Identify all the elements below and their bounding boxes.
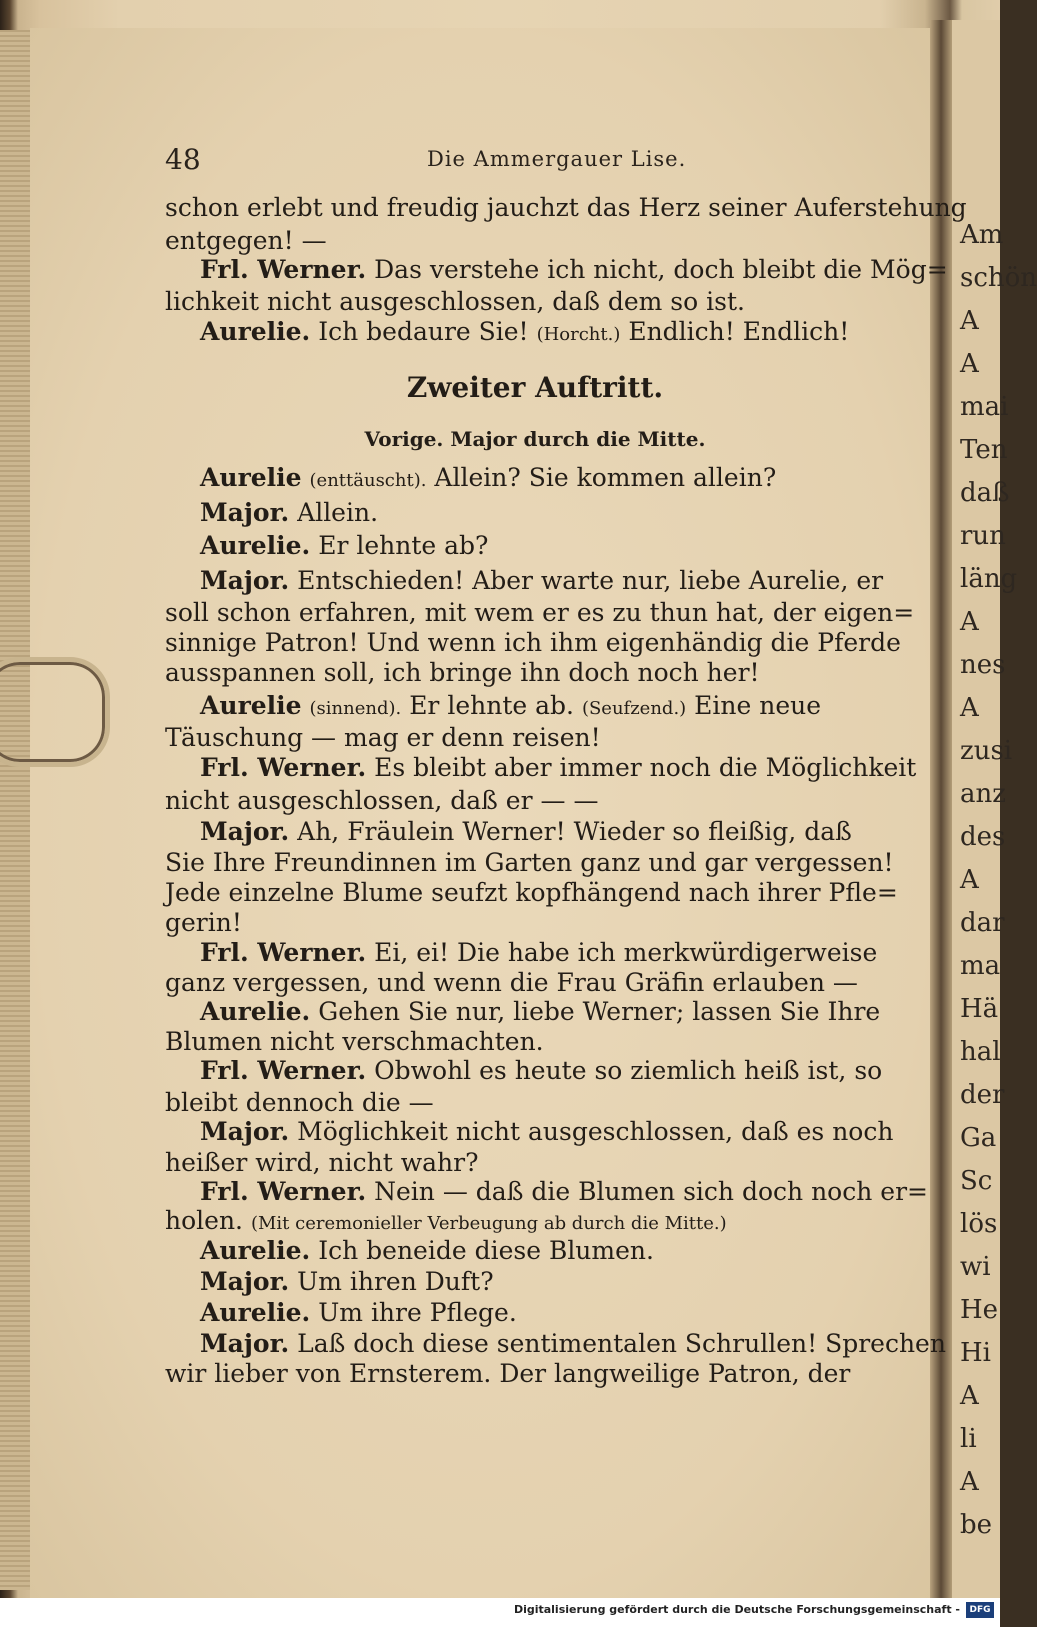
dialogue-text: heißer wird, nicht wahr? [165,1148,479,1177]
next-page-fragment: Am [960,220,1004,250]
next-page-fragment: A [960,349,979,379]
next-page-fragment: mai [960,392,1009,422]
text-line [165,462,940,497]
text-line [165,1116,940,1148]
text-line [165,996,940,1028]
stage-direction: (Horcht.) [536,324,621,345]
funding-credit: Digitalisierung gefördert durch die Deutsche Forschungsgemeinschaft - [513,1603,960,1616]
text-line [165,627,905,659]
text-line [165,1266,940,1298]
text-line [165,372,905,405]
dialogue-text: holen. [165,1206,243,1235]
page-header [165,143,905,183]
text-line [165,192,967,224]
running-head: Die Ammergauer Lise. [427,147,687,171]
next-page-fragment: Hä [960,994,999,1024]
next-page-fragment: li [960,1424,977,1454]
text-line [165,597,915,629]
dialogue-text: schon erlebt und freudig jauchzt das Herz seiner Auferstehung [165,193,967,222]
text-line [165,1358,905,1390]
stage-direction: (enttäuscht). [309,470,427,491]
next-page-fragment: He [960,1295,999,1325]
next-page-fragment: A [960,693,979,723]
speaker-name: Aurelie. [200,1298,311,1327]
dialogue-text: nicht ausgeschlossen, daß er — — [165,786,599,815]
dialogue-text: lichkeit nicht ausgeschlossen, daß dem so ist. [165,287,745,316]
dialogue-text: Blumen nicht verschmachten. [165,1027,544,1056]
text-line [165,1087,905,1119]
speaker-name: Major. [200,1329,290,1358]
next-page-fragment: run [960,521,1006,551]
dialogue-text: Sie Ihre Freundinnen im Garten ganz und gar vergessen! [165,848,894,877]
text-line [165,1176,940,1208]
dialogue-text: bleibt dennoch die — [165,1088,434,1117]
text-line [165,785,905,817]
dialogue-text: Eine neue [694,691,822,720]
next-page-fragment: hal [960,1037,1001,1067]
next-page-fragment: A [960,865,979,895]
dialogue-text: Um ihren Duft? [297,1267,494,1296]
text-line [165,1235,940,1267]
next-page-fragment: des [960,822,1006,852]
stage-direction: (Seufzend.) [581,698,687,719]
next-page-fragment: wi [960,1252,991,1282]
dialogue-text: ausspannen soll, ich bringe ihn doch noch her! [165,658,760,687]
speaker-name: Frl. Werner. [200,1056,367,1085]
next-page-fragment: lös [960,1209,998,1239]
stage-direction: (Mit ceremonieller Verbeugung ab durch die Mitte.) [250,1213,727,1234]
dialogue-text: Er lehnte ab. [409,691,574,720]
dialogue-text: Möglichkeit nicht ausgeschlossen, daß es noch [297,1117,894,1146]
next-page-fragment: dar [960,908,1005,938]
dialogue-text: Allein. [297,498,379,527]
text-line [165,752,940,784]
dialogue-text: entgegen! — [165,226,327,255]
speaker-name: Frl. Werner. [200,1177,367,1206]
next-page-fragment: be [960,1510,993,1540]
text-line [165,565,940,597]
dialogue-text: Entschieden! Aber warte nur, liebe Aurelie, er [297,566,884,595]
next-page-fragment: Hi [960,1338,991,1368]
next-page-fragment: läng [960,564,1018,594]
speaker-name: Aurelie. [200,1236,311,1265]
speaker-name: Major. [200,1117,290,1146]
text-line [165,816,940,848]
text-line [165,1328,946,1360]
text-line [165,1297,940,1329]
dialogue-text: Ei, ei! Die habe ich merkwürdigerweise [374,938,878,967]
speaker-name: Major. [200,817,290,846]
next-page-fragment: A [960,306,979,336]
next-page-edge [952,20,1037,1600]
dialogue-text: wir lieber von Ernsterem. Der langweilige Patron, der [165,1359,851,1388]
page-number: 48 [165,143,201,176]
next-page-fragment: Ten [960,435,1008,465]
next-page-fragment: Ga [960,1123,997,1153]
next-page-fragment: nes [960,650,1006,680]
dialogue-text: Laß doch diese sentimentalen Schrullen! Sprechen [297,1329,946,1358]
speaker-name: Major. [200,1267,290,1296]
cast-list: Vorige. Major durch die Mitte. [364,427,706,451]
speaker-name: Frl. Werner. [200,255,367,284]
dialogue-text: Ich bedaure Sie! [318,317,529,346]
text-line [165,225,905,257]
text-line [165,847,905,879]
next-page-fragment: der [960,1080,1005,1110]
next-page-fragment: A [960,1467,979,1497]
next-page-fragment: zusi [960,736,1013,766]
dialogue-text: Um ihre Pflege. [318,1298,517,1327]
speaker-name: Aurelie. [200,997,311,1026]
text-line [165,1055,940,1087]
dialogue-text: sinnige Patron! Und wenn ich ihm eigenhändig die Pferde [165,628,901,657]
next-page-fragment: A [960,607,979,637]
text-line [165,937,940,969]
dialogue-text: Obwohl es heute so ziemlich heiß ist, so [374,1056,883,1085]
stage-direction: (sinnend). [309,698,402,719]
speaker-name: Aurelie. [200,531,311,560]
next-page-fragment: schön [960,263,1037,293]
clip-tab [0,657,110,767]
dialogue-text: gerin! [165,908,242,937]
dialogue-text: Täuschung — mag er denn reisen! [165,723,601,752]
next-page-fragment: A [960,1381,979,1411]
text-line [165,254,948,286]
dialogue-text: Allein? Sie kommen allein? [434,463,777,492]
next-page-fragment: daß [960,478,1010,508]
text-line [165,530,940,562]
text-line [165,316,940,351]
dialogue-text: Ich beneide diese Blumen. [318,1236,654,1265]
text-line [165,657,905,689]
dialogue-text: soll schon erfahren, mit wem er es zu thun hat, der eigen= [165,598,915,627]
dialogue-text: Ah, Fräulein Werner! Wieder so fleißig, daß [297,817,852,846]
dialogue-text: Jede einzelne Blume seufzt kopfhängend nach ihrer Pfle= [165,878,898,907]
dialogue-text: Nein — daß die Blumen sich doch noch er= [374,1177,928,1206]
dialogue-text: Gehen Sie nur, liebe Werner; lassen Sie Ihre [318,997,881,1026]
text-line [165,877,905,909]
text-line [165,1026,905,1058]
page-edges [0,30,30,1590]
text-line [165,1147,905,1179]
text-line [165,497,940,529]
text-line [165,967,905,999]
dialogue-text: Es bleibt aber immer noch die Möglichkeit [374,753,917,782]
text-line [165,690,940,725]
scene-heading: Zweiter Auftritt. [406,371,664,404]
dialogue-text: ganz vergessen, und wenn die Frau Gräfin erlauben — [165,968,858,997]
dialogue-text: Endlich! Endlich! [628,317,850,346]
next-page-fragment: ma [960,951,1001,981]
text-line [165,422,905,455]
text-line [165,907,905,939]
speaker-name: Aurelie. [200,317,311,346]
speaker-name: Aurelie [200,463,302,492]
speaker-name: Major. [200,498,290,527]
speaker-name: Major. [200,566,290,595]
dialogue-text: Das verstehe ich nicht, doch bleibt die Mög= [374,255,948,284]
speaker-name: Frl. Werner. [200,938,367,967]
text-line [165,286,905,318]
dialogue-text: Er lehnte ab? [318,531,489,560]
next-page-fragment: Sc [960,1166,993,1196]
dfg-logo: DFG [966,1602,994,1618]
footer-bar [0,1598,1000,1627]
text-line [165,722,905,754]
next-page-fragment: anz [960,779,1006,809]
speaker-name: Frl. Werner. [200,753,367,782]
speaker-name: Aurelie [200,691,302,720]
